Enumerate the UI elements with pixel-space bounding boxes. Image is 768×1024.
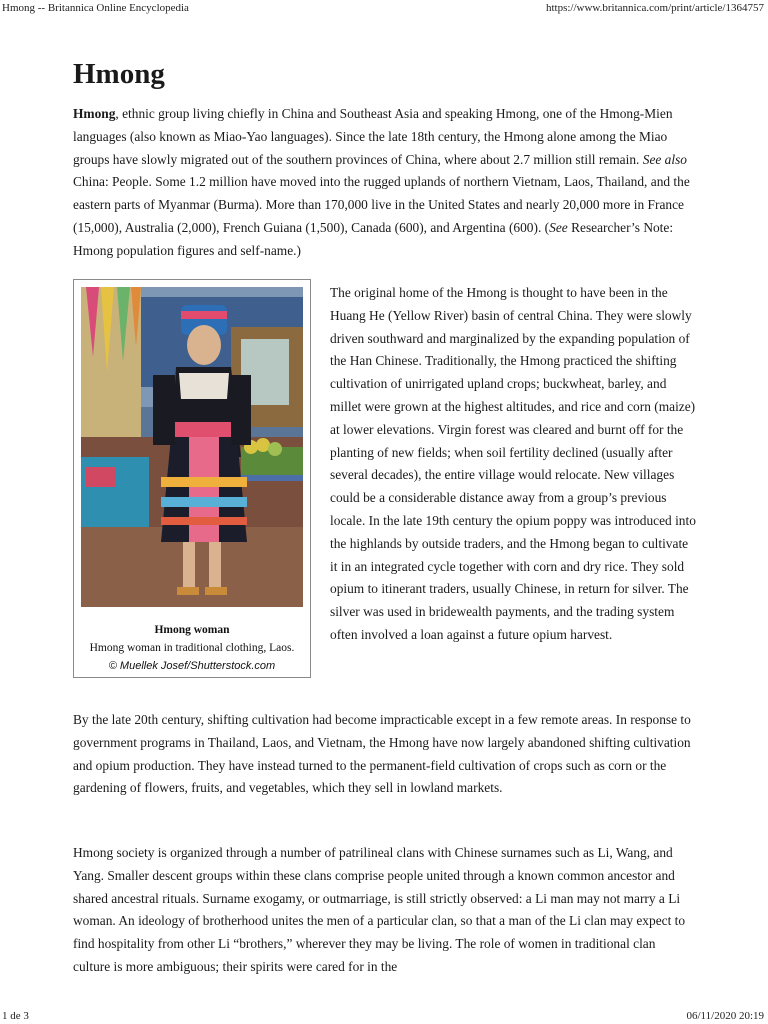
- print-datetime: 06/11/2020 20:19: [686, 1010, 764, 1022]
- print-footer: [0, 1008, 768, 1024]
- intro-text-2: China: People. Some 1.2 million have moved into the rugged uplands of northern Vietnam, Laos, Thailand, and the eastern parts of Myanmar (Burma). More than 170,000 live in the United States and nearly 20,000 more in France (15,000), Australia (2,000), French Guiana (1,500), Canada (600), and Argentina (600). (: [73, 174, 690, 235]
- photo-illustration: [81, 287, 303, 607]
- figure-credit: © Muellek Josef/Shutterstock.com: [108, 660, 276, 672]
- figure-caption-title: Hmong woman: [154, 624, 230, 636]
- intro-text-1: , ethnic group living chiefly in China and Southeast Asia and speaking Hmong, one of the Hmong-Mien languages (also known as Miao-Yao languages). Since the late 18th century, the Hmong alone among the Miao groups have slowly migrated out of the southern provinces of China, where about 2.7 million still remain.: [73, 106, 673, 167]
- article-paragraph-2: The original home of the Hmong is thought to have been in the Huang He (Yellow River) basin of central China. They were slowly driven southward and marginalized by the expanding population of the Han Chinese. Traditionally, the Hmong practiced the shifting cultivation of unirrigated upland crops; buckwheat, barley, and millet were grown at the highest altitudes, and rice and corn (maize) at lower elevations. Virgin forest was cleared and burnt off for the planting of new fields; when soil fertility declined (usually after several decades), the entire village would relocate. New villages could be a considerable distance away from a group’s previous locale. In the late 19th century the opium poppy was introduced into the highlands by outside traders, and the Hmong began to cultivate it in an integrated cycle together with corn and dry rice. They sold opium to itinerant traders, usually Chinese, in return for silver. The silver was used in bridewealth payments, and the trading system often involved a loan against a future opium harvest.: [330, 285, 696, 642]
- intro-lead-term: Hmong: [73, 106, 116, 121]
- article-title: Hmong: [73, 58, 165, 90]
- hmong-woman-photo[interactable]: [81, 287, 303, 607]
- print-header-url: https://www.britannica.com/print/article/1364757: [545, 2, 764, 14]
- intro-paragraph: [73, 103, 695, 263]
- see-label: See: [549, 219, 568, 235]
- print-header-title: Hmong -- Britannica Online Encyclopedia: [2, 2, 189, 14]
- see-also-label: See also: [642, 151, 688, 167]
- intro-text-3: Researcher’s Note: Hmong population figures and self-name.): [73, 219, 674, 258]
- article-paragraph-3: By the late 20th century, shifting cultivation had become impracticable except in a few remote areas. In response to government programs in Thailand, Laos, and Vietnam, the Hmong have now largely abandoned shifting cultivation and opium production. They have instead turned to the permanent-field cultivation of crops such as corn or the gardening of flowers, fruits, and vegetables, which they sell in lowland markets.: [73, 712, 691, 796]
- print-header: [0, 0, 768, 16]
- page-indicator: 1 de 3: [2, 1010, 29, 1022]
- figure-box: [73, 279, 311, 678]
- article-paragraph-4: Hmong society is organized through a number of patrilineal clans with Chinese surnames such as Li, Wang, and Yang. Smaller descent groups within these clans comprise people united through a known common ancestor and shared ancestral rituals. Surname exogamy, or outmarriage, is still strictly observed: a Li man may not marry a Li woman. An ideology of brotherhood unites the men of a particular clan, so that a man of the Li clan may expect to find hospitality from other Li “brothers,” wherever they may be living. The role of women in traditional clan culture is more ambiguous; their spirits were cared for in the: [73, 845, 686, 974]
- figure-caption-text: Hmong woman in traditional clothing, Laos.: [89, 642, 295, 654]
